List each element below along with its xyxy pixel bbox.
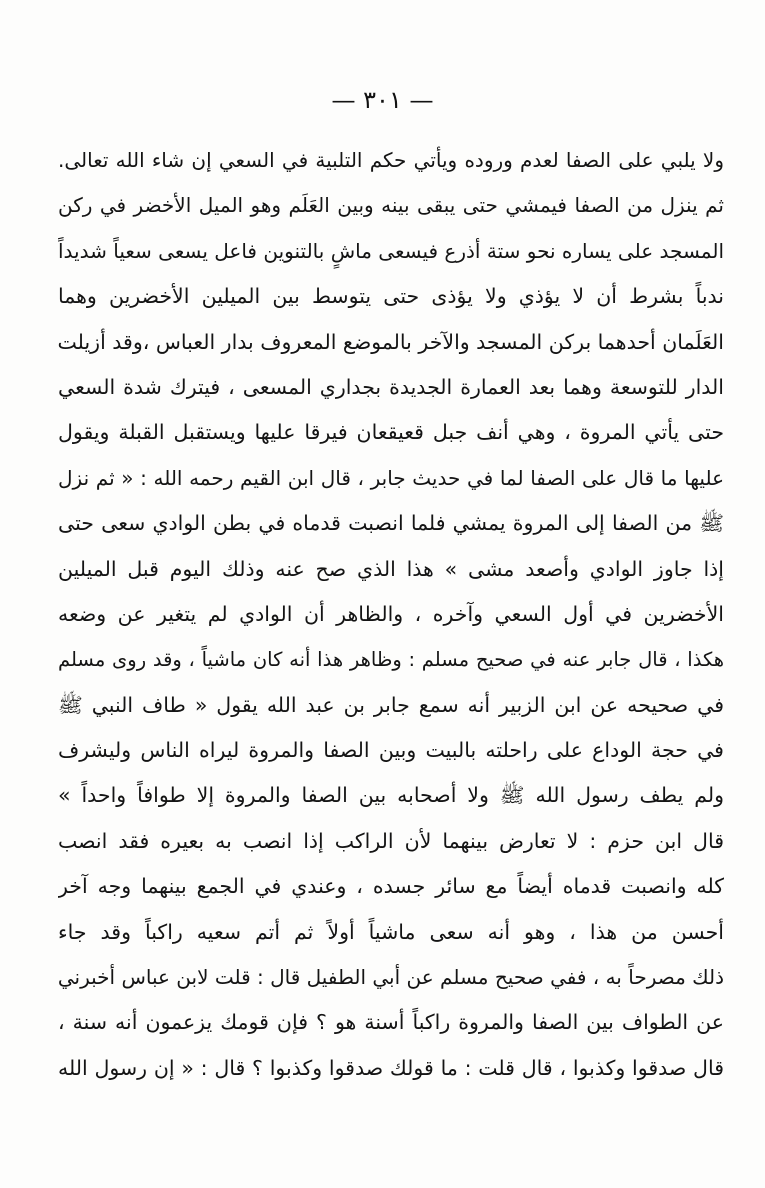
text-line: هكذا ، قال جابر عنه في صحيح مسلم : وظاهر هذا أنه كان ماشياً ، وقد روى مسلم xyxy=(58,648,724,672)
text-line: المسجد على يساره نحو ستة أذرع فيسعى ماشٍ بالتنوين فاعل يسعى سعياً شديداً xyxy=(58,238,724,263)
text-line: قال ابن حزم : لا تعارض بينهما لأن الراكب إذا انصب به بعيره فقد انصب xyxy=(58,828,724,853)
text-line: ﷺ من الصفا إلى المروة يمشي فلما انصبت قدماه في بطن الوادي سعى حتى xyxy=(58,511,724,536)
text-line: ثم ينزل من الصفا فيمشي حتى يبقى بينه وبين العَلَم وهو الميل الأخضر في ركن xyxy=(58,193,724,218)
text-line: العَلَمان أحدهما بركن المسجد والآخر بالموضع المعروف بدار العباس ،وقد أزيلت xyxy=(58,329,724,354)
text-line: الأخضرين في أول السعي وآخره ، والظاهر أن الوادي لم يتغير عن وضعه xyxy=(58,601,724,626)
text-line: الدار للتوسعة وهما بعد العمارة الجديدة بجداري المسعى ، فيترك شدة السعي xyxy=(58,374,724,399)
text-line: عن الطواف بين الصفا والمروة راكباً أسنة هو ؟ فإن قومك يزعمون أنه سنة ، xyxy=(58,1010,724,1035)
text-line: ذلك مصرحاً به ، ففي صحيح مسلم عن أبي الطفيل قال : قلت لابن عباس أخبرني xyxy=(58,965,724,990)
page-number: — ٣٠١ — xyxy=(331,86,434,114)
text-line: في حجة الوداع على راحلته بالبيت وبين الصفا والمروة ليراه الناس وليشرف xyxy=(58,738,724,763)
text-line: إذا جاوز الوادي وأصعد مشى » هذا الذي صح عنه وذلك اليوم قبل الميلين xyxy=(58,556,724,581)
text-line: ندباً بشرط أن لا يؤذي ولا يؤذى حتى يتوسط بين الميلين الأخضرين وهما xyxy=(58,284,724,309)
text-line: ولم يطف رسول الله ﷺ ولا أصحابه بين الصفا والمروة إلا طوافاً واحداً » xyxy=(58,783,724,808)
text-line: حتى يأتي المروة ، وهي أنف جبل قعيقعان فيرقا عليها ويستقبل القبلة ويقول xyxy=(58,420,724,445)
text-line: في صحيحه عن ابن الزبير أنه سمع جابر بن عبد الله يقول « طاف النبي ﷺ xyxy=(58,692,724,717)
text-line: كله وانصبت قدماه أيضاً مع سائر جسده ، وعندي في الجمع بينهما وجه آخر xyxy=(58,874,724,899)
text-line: أحسن من هذا ، وهو أنه سعى ماشياً أولاً ثم أتم سعيه راكباً وقد جاء xyxy=(58,919,724,944)
text-line: قال صدقوا وكذبوا ، قال قلت : ما قولك صدقوا وكذبوا ؟ قال : « إن رسول الله xyxy=(58,1055,724,1080)
page-body-text xyxy=(58,138,724,1091)
text-line: عليها ما قال على الصفا لما في حديث جابر ، قال ابن القيم رحمه الله : « ثم نزل xyxy=(58,465,724,490)
text-line: ولا يلبي على الصفا لعدم وروده ويأتي حكم التلبية في السعي إن شاء الله تعالى. xyxy=(58,148,724,172)
